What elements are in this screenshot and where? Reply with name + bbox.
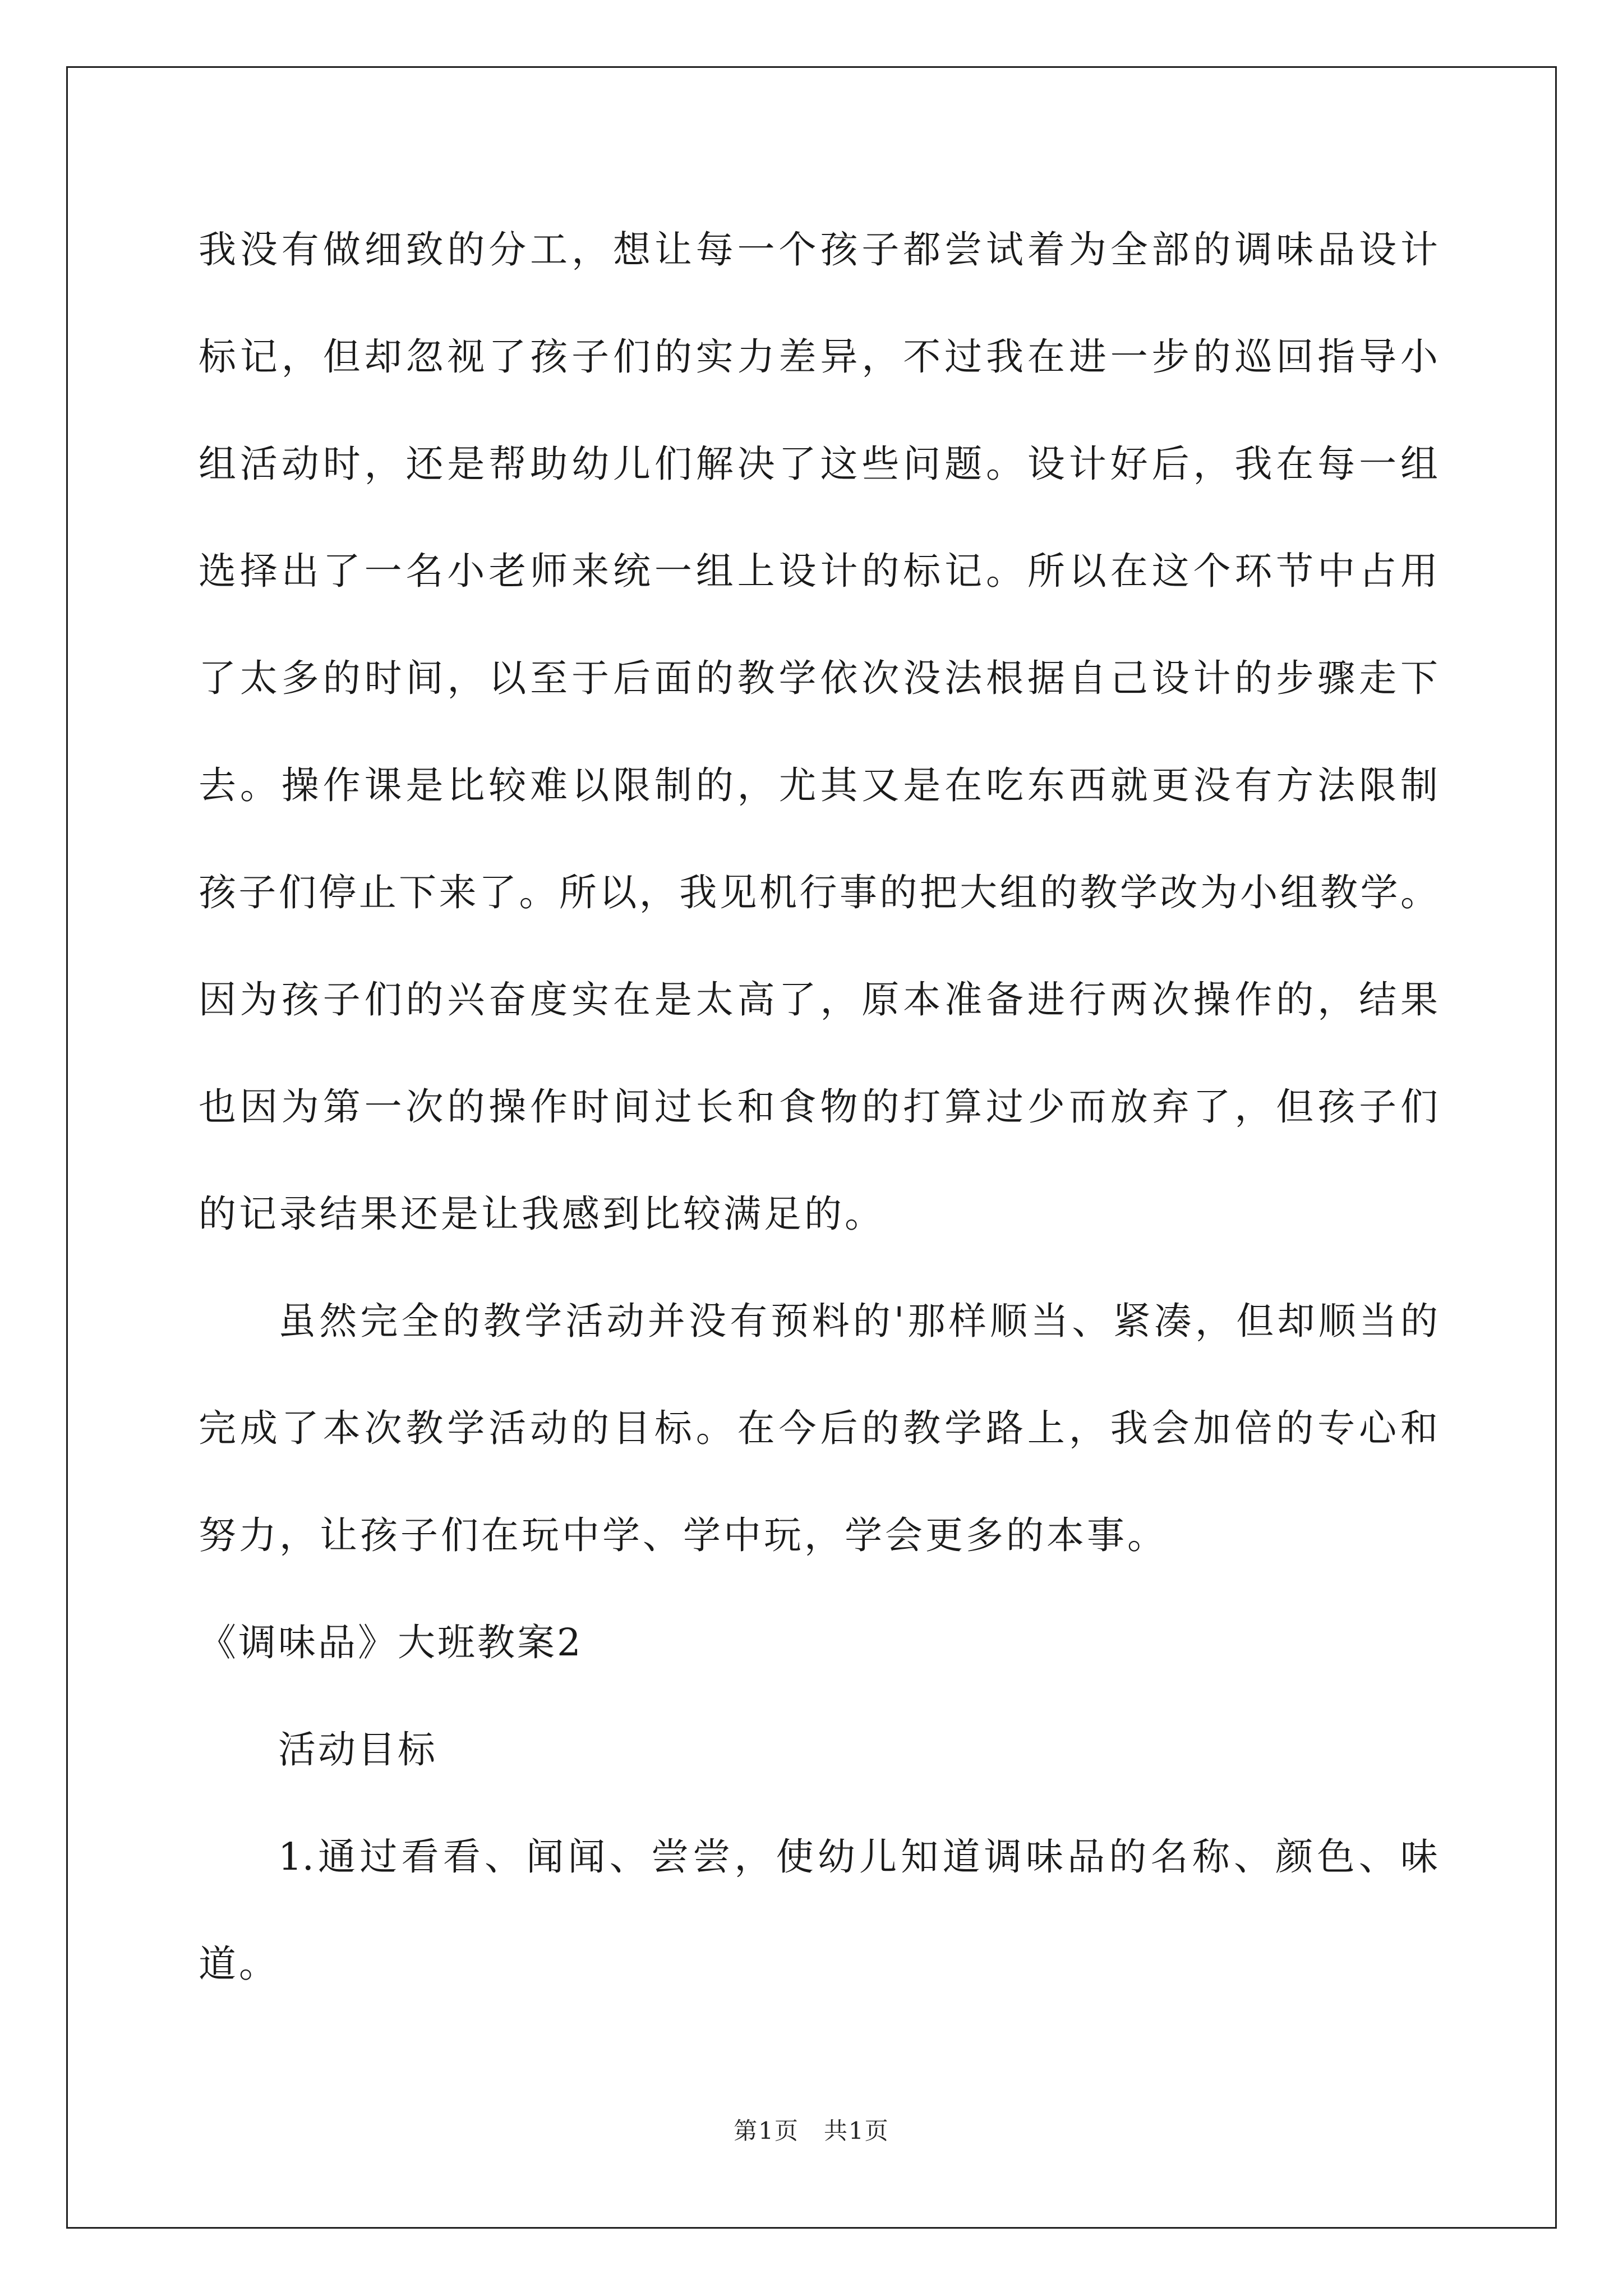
list-item-continuation: 道。 [199, 1942, 279, 1986]
paragraph-line: 完成了本次教学活动的目标。在今后的教学路上，我会加倍的专心和 [199, 1406, 1438, 1450]
paragraph-line: 的记录结果还是让我感到比较满足的。 [199, 1192, 885, 1236]
paragraph-line: 因为孩子们的兴奋度实在是太高了，原本准备进行两次操作的，结果 [199, 978, 1438, 1022]
page-footer: 第1页 共1页 [734, 2117, 889, 2145]
paragraph-line: 标记，但却忽视了孩子们的实力差异，不过我在进一步的巡回指导小 [199, 335, 1438, 379]
paragraph-line: 去。操作课是比较难以限制的，尤其又是在吃东西就更没有方法限制 [199, 763, 1438, 807]
paragraph-line: 虽然完全的教学活动并没有预料的'那样顺当、紧凑，但却顺当的 [278, 1299, 1438, 1343]
paragraph-line: 孩子们停止下来了。所以，我见机行事的把大组的教学改为小组教学。 [199, 871, 1438, 914]
paragraph-line: 也因为第一次的操作时间过长和食物的打算过少而放弃了，但孩子们 [199, 1085, 1438, 1129]
paragraph-line: 努力，让孩子们在玩中学、学中玩，学会更多的本事。 [199, 1513, 1168, 1557]
document-body [199, 196, 1438, 2018]
paragraph-line: 组活动时，还是帮助幼儿们解决了这些问题。设计好后，我在每一组 [199, 442, 1438, 486]
paragraph-line: 选择出了一名小老师来统一组上设计的标记。所以在这个环节中占用 [199, 549, 1438, 593]
subsection-title: 活动目标 [278, 1728, 437, 1772]
paragraph-line: 了太多的时间，以至于后面的教学依次没法根据自己设计的步骤走下 [199, 656, 1438, 700]
paragraph-line: 我没有做细致的分工，想让每一个孩子都尝试着为全部的调味品设计 [199, 228, 1438, 272]
section-title: 《调味品》大班教案2 [199, 1621, 583, 1664]
list-item: 1.通过看看、闻闻、尝尝，使幼儿知道调味品的名称、颜色、味 [278, 1835, 1438, 1879]
